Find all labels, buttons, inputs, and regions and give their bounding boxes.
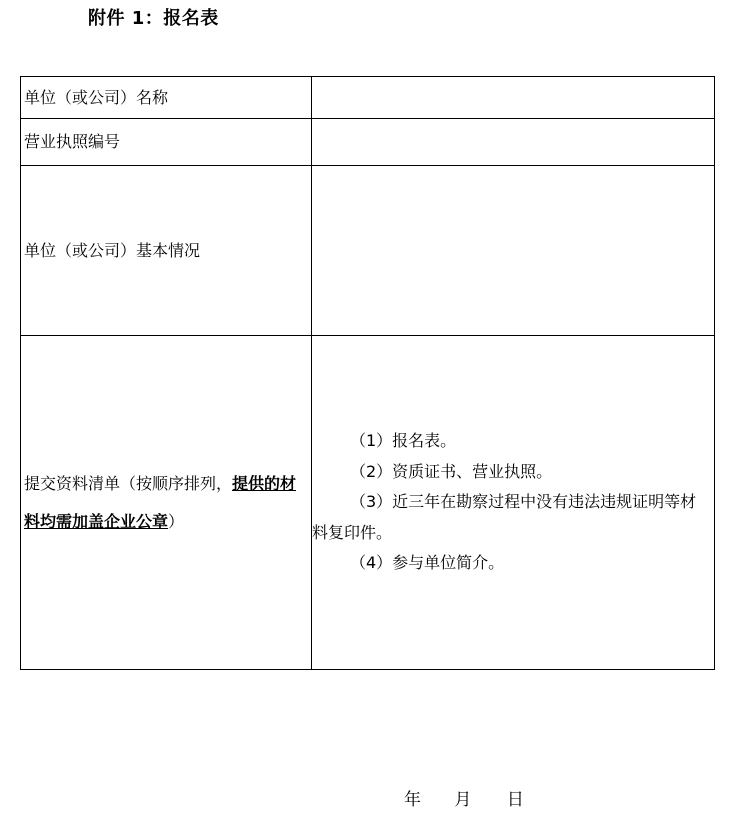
materials-item: （1）报名表。 [350,431,457,451]
materials-label [21,336,312,670]
company-name-field[interactable] [312,77,715,119]
business-license-label: 营业执照编号 [21,119,312,166]
materials-item: （2）资质证书、营业执照。 [350,461,553,481]
materials-label-emphasis: 提供的材料均需加盖企业公章 [24,473,297,531]
materials-list [312,336,715,670]
form-row-basic-info [21,166,715,336]
page-title: 附件 1：报名表 [88,8,219,29]
form-row-materials [21,336,715,670]
date-year-label: 年 [404,790,421,810]
business-license-field[interactable] [312,119,715,166]
company-name-label: 单位（或公司）名称 [21,77,312,119]
basic-info-label: 单位（或公司）基本情况 [21,166,312,336]
registration-form-table [20,76,715,670]
form-row-company-name [21,77,715,119]
date-day-label: 日 [506,790,524,810]
date-signature-line [404,788,524,812]
materials-item: （3）近三年在勘察过程中没有违法违规证明等材料复印件。 [312,492,697,542]
materials-item: （4）参与单位简介。 [350,553,505,573]
materials-label-suffix: ） [168,511,185,531]
form-row-business-license [21,119,715,166]
date-month-label: 月 [454,790,472,810]
basic-info-field[interactable] [312,166,715,336]
materials-label-prefix: 提交资料清单（按顺序排列， [24,473,233,493]
